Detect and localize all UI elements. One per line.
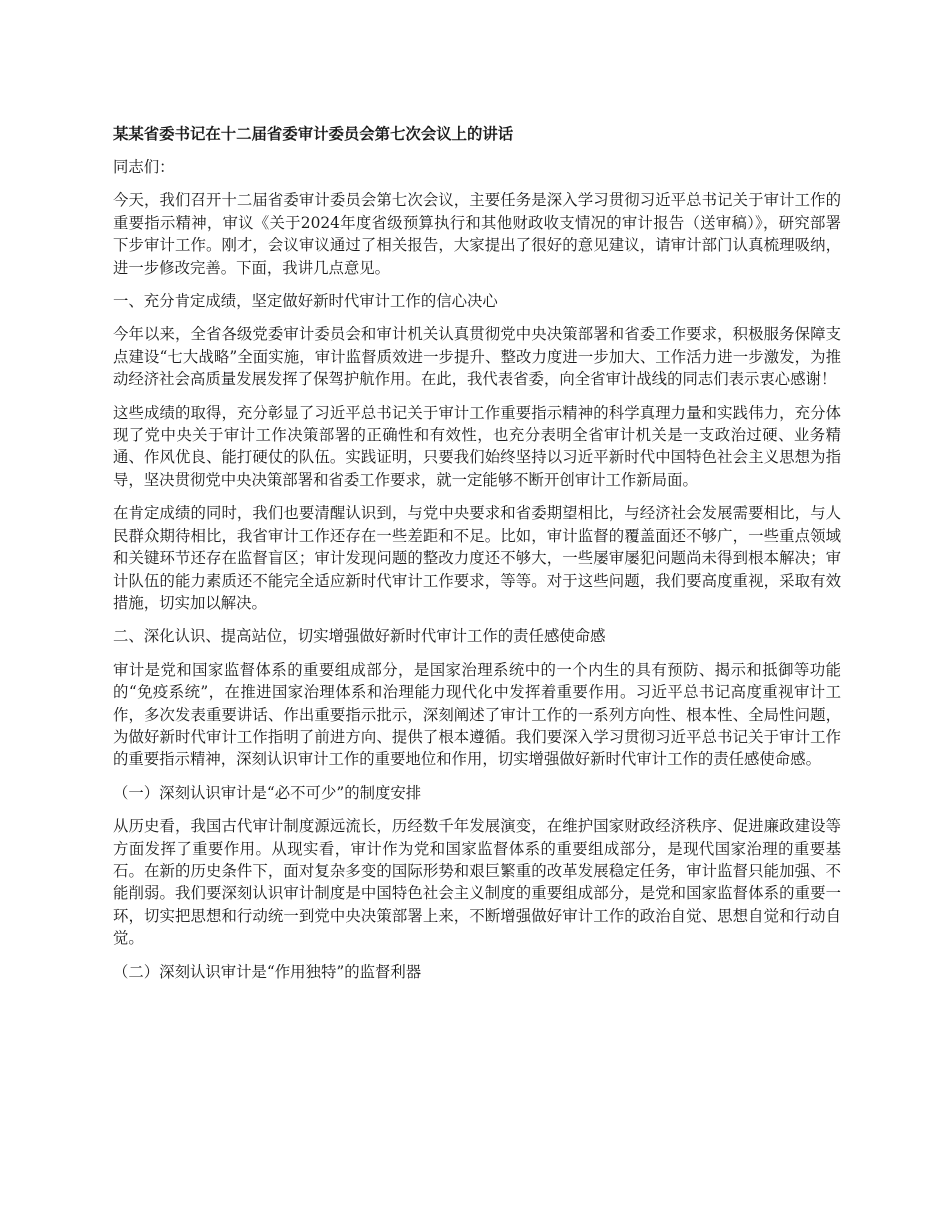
paragraph-achievements-source: 这些成绩的取得，充分彰显了习近平总书记关于审计工作重要指示精神的科学真理力量和实践伟力，充分体现了党中央关于审计工作决策部署的正确性和有效性，也充分表明全省审计机关是一支政治过硬、业务精通、作风优良、能打硬仗的队伍。实践证明，只要我们始终坚持以习近平新时代中国特色社会主义思想为指导，坚决贯彻党中央决策部署和省委工作要求，就一定能够不断开创审计工作新局面。 (113, 403, 841, 489)
document-title: 某某省委书记在十二届省委审计委员会第七次会议上的讲话 (113, 125, 514, 143)
subsection-heading-2: （二）深刻认识审计是“作用独特”的监督利器 (113, 962, 422, 981)
subsection-heading-1: （一）深刻认识审计是“必不可少”的制度安排 (113, 783, 422, 802)
paragraph-audit-role: 审计是党和国家监督体系的重要组成部分，是国家治理系统中的一个内生的具有预防、揭示和抵御等功能的“免疫系统”，在推进国家治理体系和治理能力现代化中发挥着重要作用。习近平总书记高度重视审计工作，多次发表重要讲话、作出重要指示批示，深刻阐述了审计工作的一系列方向性、根本性、全局性问题，为做好新时代审计工作指明了前进方向、提供了根本遵循。我们要深入学习贯彻习近平总书记关于审计工作的重要指示精神，深刻认识审计工作的重要地位和作用，切实增强做好新时代审计工作的责任感使命感。 (113, 660, 841, 769)
section-heading-1: 一、充分肯定成绩，坚定做好新时代审计工作的信心决心 (113, 292, 498, 311)
paragraph-achievements: 今年以来，全省各级党委审计委员会和审计机关认真贯彻党中央决策部署和省委工作要求，积极服务保障支点建设“七大战略”全面实施，审计监督质效进一步提升、整改力度进一步加大、工作活力进一步激发，为推动经济社会高质量发展发挥了保驾护航作用。在此，我代表省委，向全省审计战线的同志们表示衷心感谢！ (113, 325, 841, 389)
salutation: 同志们： (113, 158, 175, 176)
section-heading-2: 二、深化认识、提高站位，切实增强做好新时代审计工作的责任感使命感 (113, 627, 606, 646)
paragraph-intro: 今天，我们召开十二届省委审计委员会第七次会议，主要任务是深入学习贯彻习近平总书记关于审计工作的重要指示精神，审议《关于2024年度省级预算执行和其他财政收支情况的审计报告（送审稿）》，研究部署下步审计工作。刚才，会议审议通过了相关报告，大家提出了很好的意见建议，请审计部门认真梳理吸纳，进一步修改完善。下面，我讲几点意见。 (113, 191, 841, 277)
document-page (113, 123, 841, 994)
paragraph-history: 从历史看，我国古代审计制度源远流长，历经数千年发展演变，在维护国家财政经济秩序、促进廉政建设等方面发挥了重要作用。从现实看，审计作为党和国家监督体系的重要组成部分，是现代国家治理的重要基石。在新的历史条件下，面对复杂多变的国际形势和艰巨繁重的改革发展稳定任务，审计监督只能加强、不能削弱。我们要深刻认识审计制度是中国特色社会主义制度的重要组成部分，是党和国家监督体系的重要一环，切实把思想和行动统一到党中央决策部署上来，不断增强做好审计工作的政治自觉、思想自觉和行动自觉。 (113, 817, 841, 948)
paragraph-shortcomings: 在肯定成绩的同时，我们也要清醒认识到，与党中央要求和省委期望相比，与经济社会发展需要相比，与人民群众期待相比，我省审计工作还存在一些差距和不足。比如，审计监督的覆盖面还不够广，一些重点领域和关键环节还存在监督盲区；审计发现问题的整改力度还不够大，一些屡审屡犯问题尚未得到根本解决；审计队伍的能力素质还不能完全适应新时代审计工作要求，等等。对于这些问题，我们要高度重视，采取有效措施，切实加以解决。 (113, 504, 841, 612)
